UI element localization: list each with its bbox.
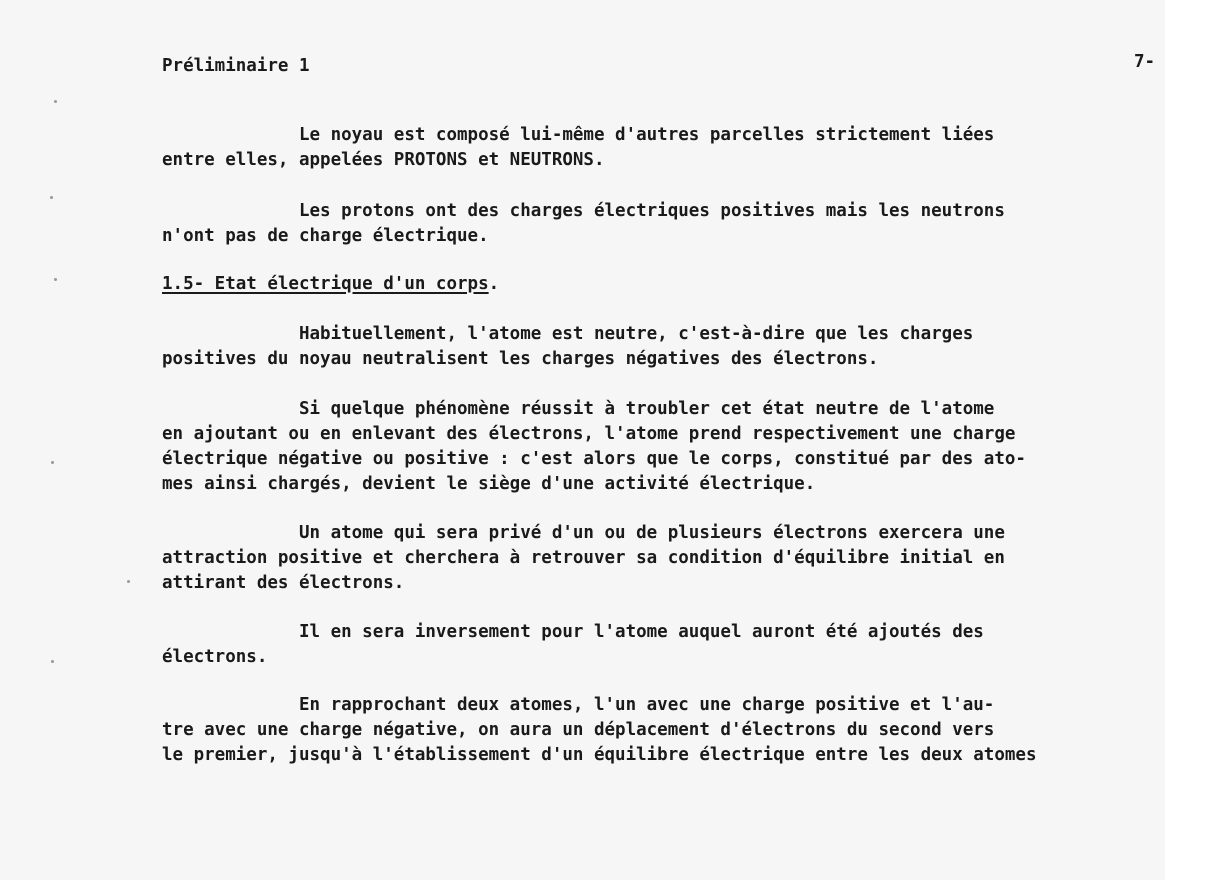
text-line: le premier, jusqu'à l'établissement d'un équilibre électrique entre les deux atomes — [162, 745, 1037, 765]
section-heading-period: . — [488, 274, 500, 294]
text-line: Il en sera inversement pour l'atome auquel auront été ajoutés des — [162, 622, 984, 642]
scan-speck — [127, 580, 130, 583]
paragraph-atome-prive — [162, 521, 1005, 596]
text-line: en ajoutant ou en enlevant des électrons, l'atome prend respectivement une charge — [162, 424, 1016, 444]
paragraph-phenomene — [162, 397, 1026, 497]
scan-speck — [51, 461, 54, 464]
text-line: mes ainsi chargés, devient le siège d'une activité électrique. — [162, 474, 816, 494]
scan-speck — [50, 196, 53, 199]
scan-margin — [1165, 0, 1211, 880]
paragraph-protons — [162, 199, 1005, 249]
scan-speck — [54, 100, 57, 103]
text-line: entre elles, appelées PROTONS et NEUTRONS. — [162, 150, 605, 170]
section-heading-title: 1.5- Etat électrique d'un corps — [162, 274, 489, 294]
page-number: 7- — [1134, 52, 1156, 72]
text-line: Les protons ont des charges électriques positives mais les neutrons — [162, 201, 1005, 221]
text-line: positives du noyau neutralisent les charges négatives des électrons. — [162, 349, 879, 369]
scan-speck — [54, 278, 57, 281]
paragraph-inversement — [162, 620, 984, 670]
text-line: Habituellement, l'atome est neutre, c'est-à-dire que les charges — [162, 324, 974, 344]
scan-speck — [51, 660, 54, 663]
text-line: attraction positive et cherchera à retrouver sa condition d'équilibre initial en — [162, 548, 1005, 568]
text-line: n'ont pas de charge électrique. — [162, 226, 489, 246]
paragraph-rapprochant — [162, 693, 1036, 768]
text-line: tre avec une charge négative, on aura un déplacement d'électrons du second vers — [162, 720, 995, 740]
text-line: Un atome qui sera privé d'un ou de plusieurs électrons exercera une — [162, 523, 1005, 543]
paragraph-noyau — [162, 123, 994, 173]
page-header-left: Préliminaire 1 — [162, 56, 310, 76]
text-line: attirant des électrons. — [162, 573, 405, 593]
paragraph-habituellement — [162, 322, 973, 372]
text-line: électrique négative ou positive : c'est alors que le corps, constitué par des ato- — [162, 449, 1026, 469]
section-heading — [162, 272, 499, 297]
text-line: En rapprochant deux atomes, l'un avec une charge positive et l'au- — [162, 695, 995, 715]
text-line: Le noyau est composé lui-même d'autres parcelles strictement liées — [162, 125, 995, 145]
text-line: électrons. — [162, 647, 268, 667]
text-line: Si quelque phénomène réussit à troubler cet état neutre de l'atome — [162, 399, 995, 419]
